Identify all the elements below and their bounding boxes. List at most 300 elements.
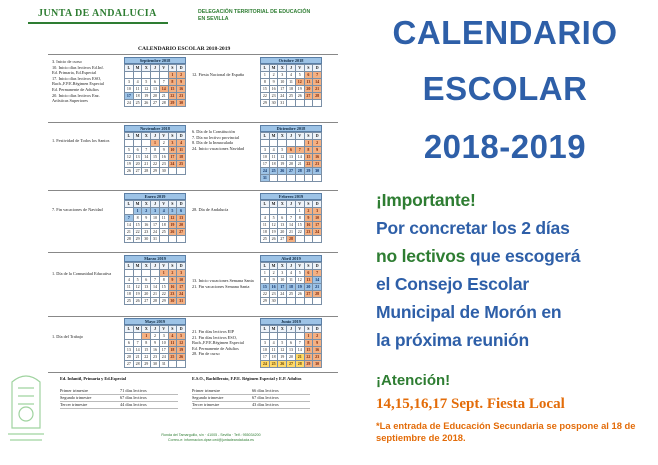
- day-cell: 1: [142, 333, 151, 340]
- day-cell: 30: [177, 100, 186, 107]
- day-cell: 2: [270, 72, 279, 79]
- day-cell: 23: [151, 354, 160, 361]
- stats-row: [60, 402, 178, 409]
- day-cell: 20: [177, 222, 186, 229]
- day-cell: 25: [270, 361, 279, 368]
- day-cell: 2: [142, 208, 151, 215]
- day-cell: 22: [305, 354, 314, 361]
- message-line-3-rest: que escogerá: [465, 246, 581, 266]
- empty-day: [287, 208, 296, 215]
- day-cell: 19: [270, 229, 279, 236]
- weekday-label: L: [261, 133, 270, 140]
- day-cell: 30: [313, 361, 322, 368]
- empty-day: [313, 100, 322, 107]
- empty-day: [160, 236, 169, 243]
- headline-year: 2018-2019: [423, 128, 587, 165]
- day-cell: 1: [169, 72, 178, 79]
- month-calendar: [260, 193, 322, 243]
- day-cell: 1: [296, 208, 305, 215]
- day-cell: 17: [261, 161, 270, 168]
- day-cell: 16: [160, 154, 169, 161]
- day-cell: 13: [177, 215, 186, 222]
- lective-days: 66 días lectivos: [252, 388, 279, 393]
- day-cell: 10: [278, 79, 287, 86]
- empty-day: [305, 175, 314, 182]
- weekday-label: V: [160, 326, 169, 333]
- day-cell: 10: [278, 277, 287, 284]
- weekday-label: V: [160, 263, 169, 270]
- stats-right-table: [192, 388, 310, 409]
- empty-day: [169, 361, 178, 368]
- weekday-label: M: [134, 65, 143, 72]
- empty-day: [177, 236, 186, 243]
- day-cell: 3: [261, 340, 270, 347]
- day-cell: 12: [296, 277, 305, 284]
- empty-day: [296, 333, 305, 340]
- day-cell: 4: [134, 79, 143, 86]
- day-cell: 13: [305, 277, 314, 284]
- day-cell: 9: [177, 79, 186, 86]
- day-cell: 18: [125, 291, 134, 298]
- month-calendar: [260, 57, 322, 107]
- day-cell: 25: [287, 93, 296, 100]
- day-cell: 20: [134, 161, 143, 168]
- day-cell: 7: [296, 340, 305, 347]
- day-cell: 1: [134, 208, 143, 215]
- day-cell: 18: [287, 86, 296, 93]
- day-cell: 29: [261, 298, 270, 305]
- day-cell: 9: [151, 340, 160, 347]
- day-cell: 17: [313, 222, 322, 229]
- day-cell: 30: [151, 361, 160, 368]
- weekday-label: D: [177, 201, 186, 208]
- day-cell: 11: [125, 284, 134, 291]
- day-cell: 14: [296, 347, 305, 354]
- day-cell: 6: [177, 208, 186, 215]
- day-cell: 24: [278, 291, 287, 298]
- weekday-label: S: [305, 201, 314, 208]
- empty-day: [270, 333, 279, 340]
- empty-day: [160, 72, 169, 79]
- month-grid: [124, 200, 186, 243]
- month-grid: [124, 325, 186, 368]
- month-grid: [260, 64, 322, 107]
- attention-heading: ¡Atención!: [376, 372, 451, 389]
- day-cell: 26: [296, 93, 305, 100]
- weekday-label: L: [125, 263, 134, 270]
- day-cell: 2: [160, 140, 169, 147]
- stats-right-title: E.S.O., Bachillerato, F.P.E. Régimen Especial y E.P. Adultos: [192, 376, 302, 381]
- day-cell: 2: [313, 140, 322, 147]
- day-cell: 30: [160, 168, 169, 175]
- day-cell: 3: [169, 140, 178, 147]
- day-cell: 27: [125, 361, 134, 368]
- empty-day: [287, 333, 296, 340]
- empty-day: [151, 72, 160, 79]
- day-cell: 11: [134, 86, 143, 93]
- day-cell: 23: [313, 161, 322, 168]
- day-cell: 4: [160, 208, 169, 215]
- empty-day: [142, 72, 151, 79]
- month-title: Octubre 2018: [260, 57, 322, 64]
- weekday-label: S: [169, 263, 178, 270]
- day-cell: 25: [160, 229, 169, 236]
- weekday-label: V: [160, 133, 169, 140]
- empty-day: [177, 168, 186, 175]
- day-cell: 31: [177, 298, 186, 305]
- day-cell: 3: [261, 147, 270, 154]
- day-cell: 11: [287, 277, 296, 284]
- month-grid: [124, 262, 186, 305]
- weekday-label: J: [151, 326, 160, 333]
- day-cell: 31: [261, 175, 270, 182]
- weekday-label: V: [296, 65, 305, 72]
- day-cell: 15: [134, 222, 143, 229]
- empty-day: [125, 72, 134, 79]
- day-cell: 8: [134, 215, 143, 222]
- day-cell: 17: [169, 154, 178, 161]
- section-divider: [48, 190, 338, 191]
- month-calendar: [124, 193, 186, 243]
- footer-line-2: Correo-e: informacion.dpse.ced@juntadeandalucia.es: [168, 438, 254, 442]
- day-cell: 5: [134, 277, 143, 284]
- weekday-label: M: [270, 65, 279, 72]
- junta-logo-text: JUNTA DE ANDALUCIA: [38, 8, 157, 19]
- day-cell: 21: [151, 291, 160, 298]
- weekday-label: M: [134, 263, 143, 270]
- day-cell: 13: [278, 222, 287, 229]
- weekday-label: M: [270, 201, 279, 208]
- calendar-title: CALENDARIO ESCOLAR 2018-2019: [138, 46, 231, 52]
- empty-day: [296, 140, 305, 147]
- weekday-label: M: [270, 263, 279, 270]
- day-cell: 24: [278, 93, 287, 100]
- day-cell: 27: [177, 229, 186, 236]
- weekday-label: M: [134, 133, 143, 140]
- day-cell: 8: [305, 340, 314, 347]
- day-cell: 28: [151, 298, 160, 305]
- day-cell: 19: [296, 284, 305, 291]
- weekday-label: L: [261, 201, 270, 208]
- weekday-label: D: [313, 263, 322, 270]
- weekday-label: L: [261, 263, 270, 270]
- weekday-label: D: [177, 326, 186, 333]
- weekday-label: D: [177, 263, 186, 270]
- day-cell: 12: [125, 154, 134, 161]
- weekday-label: X: [278, 201, 287, 208]
- day-cell: 25: [177, 161, 186, 168]
- day-cell: 20: [142, 291, 151, 298]
- day-cell: 17: [125, 93, 134, 100]
- day-cell: 6: [125, 340, 134, 347]
- day-cell: 12: [278, 347, 287, 354]
- empty-day: [142, 270, 151, 277]
- day-cell: 7: [287, 215, 296, 222]
- day-cell: 3: [278, 270, 287, 277]
- day-cell: 12: [177, 340, 186, 347]
- lective-days: 67 días lectivos: [252, 395, 279, 400]
- day-cell: 7: [296, 147, 305, 154]
- day-cell: 7: [142, 147, 151, 154]
- day-cell: 14: [313, 79, 322, 86]
- day-cell: 13: [142, 284, 151, 291]
- empty-day: [278, 175, 287, 182]
- weekday-label: D: [313, 326, 322, 333]
- empty-day: [125, 270, 134, 277]
- weekday-label: S: [169, 133, 178, 140]
- notes-june: 21. Fin días lectivos EIP 21. Fin días lectivos ESO, Bach.,F.P.E.Régimen Especial Ed. Permanente de Adultos 28. Fin de curso: [192, 329, 244, 357]
- day-cell: 9: [270, 277, 279, 284]
- day-cell: 25: [169, 354, 178, 361]
- weekday-label: V: [296, 201, 305, 208]
- day-cell: 15: [261, 86, 270, 93]
- weekday-label: S: [169, 326, 178, 333]
- month-title: Enero 2019: [124, 193, 186, 200]
- empty-day: [287, 140, 296, 147]
- section-divider: [48, 252, 338, 253]
- day-cell: 5: [142, 79, 151, 86]
- month-calendar: [124, 255, 186, 305]
- notes-november: 1. Festividad de Todos los Santos: [52, 138, 110, 143]
- day-cell: 9: [313, 340, 322, 347]
- month-calendar: [124, 125, 186, 175]
- day-cell: 7: [134, 340, 143, 347]
- day-cell: 28: [125, 236, 134, 243]
- day-cell: 24: [169, 161, 178, 168]
- day-cell: 2: [169, 270, 178, 277]
- day-cell: 27: [287, 361, 296, 368]
- day-cell: 6: [305, 72, 314, 79]
- day-cell: 28: [313, 93, 322, 100]
- day-cell: 18: [270, 354, 279, 361]
- weekday-label: J: [287, 326, 296, 333]
- weekday-label: M: [134, 326, 143, 333]
- day-cell: 26: [142, 100, 151, 107]
- day-cell: 4: [287, 270, 296, 277]
- empty-day: [313, 298, 322, 305]
- day-cell: 12: [296, 79, 305, 86]
- empty-day: [261, 333, 270, 340]
- day-cell: 14: [313, 277, 322, 284]
- month-calendar: [260, 125, 322, 182]
- day-cell: 14: [142, 154, 151, 161]
- day-cell: 24: [125, 100, 134, 107]
- logo-underline: [28, 22, 168, 24]
- empty-day: [125, 333, 134, 340]
- month-title: Septiembre 2018: [124, 57, 186, 64]
- day-cell: 27: [278, 236, 287, 243]
- weekday-label: V: [160, 65, 169, 72]
- weekday-label: S: [169, 201, 178, 208]
- weekday-label: X: [142, 326, 151, 333]
- day-cell: 19: [142, 93, 151, 100]
- day-cell: 20: [305, 284, 314, 291]
- day-cell: 10: [261, 347, 270, 354]
- day-cell: 3: [278, 72, 287, 79]
- day-cell: 29: [142, 361, 151, 368]
- day-cell: 28: [296, 361, 305, 368]
- weekday-label: D: [177, 133, 186, 140]
- day-cell: 9: [313, 147, 322, 154]
- day-cell: 26: [296, 291, 305, 298]
- empty-day: [287, 175, 296, 182]
- day-cell: 21: [313, 86, 322, 93]
- notes-march: 1. Día de la Comunidad Educativa: [52, 271, 112, 276]
- secondary-note: *La entrada de Educación Secundaria se pospone al 18 de septiembre de 2018.: [376, 420, 636, 443]
- day-cell: 7: [151, 277, 160, 284]
- section-divider: [48, 372, 338, 373]
- term-label: Primer trimestre: [192, 388, 221, 393]
- day-cell: 12: [142, 86, 151, 93]
- day-cell: 10: [125, 86, 134, 93]
- day-cell: 21: [287, 229, 296, 236]
- day-cell: 27: [305, 291, 314, 298]
- message-line-5: Municipal de Morón en: [376, 302, 562, 322]
- day-cell: 17: [261, 354, 270, 361]
- day-cell: 19: [169, 222, 178, 229]
- empty-day: [278, 208, 287, 215]
- day-cell: 17: [278, 284, 287, 291]
- day-cell: 6: [278, 215, 287, 222]
- month-grid: [260, 262, 322, 305]
- day-cell: 16: [151, 347, 160, 354]
- day-cell: 7: [125, 215, 134, 222]
- day-cell: 22: [296, 229, 305, 236]
- day-cell: 27: [142, 298, 151, 305]
- empty-day: [296, 236, 305, 243]
- weekday-label: L: [125, 65, 134, 72]
- weekday-label: X: [278, 263, 287, 270]
- day-cell: 3: [313, 208, 322, 215]
- weekday-label: V: [296, 133, 305, 140]
- month-calendar: [260, 318, 322, 368]
- day-cell: 11: [177, 147, 186, 154]
- day-cell: 12: [270, 222, 279, 229]
- day-cell: 9: [169, 277, 178, 284]
- headline-calendario: CALENDARIO: [392, 14, 618, 51]
- lective-days: 67 días lectivos: [120, 395, 147, 400]
- weekday-label: X: [142, 201, 151, 208]
- day-cell: 23: [169, 291, 178, 298]
- day-cell: 20: [151, 93, 160, 100]
- empty-day: [270, 140, 279, 147]
- day-cell: 24: [261, 361, 270, 368]
- day-cell: 26: [134, 298, 143, 305]
- stats-row: [192, 395, 310, 402]
- footer-address: [146, 433, 276, 443]
- day-cell: 24: [160, 354, 169, 361]
- day-cell: 30: [270, 298, 279, 305]
- day-cell: 26: [278, 361, 287, 368]
- empty-day: [270, 208, 279, 215]
- day-cell: 5: [296, 72, 305, 79]
- day-cell: 16: [305, 222, 314, 229]
- day-cell: 20: [278, 229, 287, 236]
- weekday-label: J: [287, 201, 296, 208]
- day-cell: 27: [305, 93, 314, 100]
- month-title: Marzo 2019: [124, 255, 186, 262]
- day-cell: 18: [287, 284, 296, 291]
- message-line-4: el Consejo Escolar: [376, 274, 529, 294]
- weekday-label: J: [151, 133, 160, 140]
- month-title: Noviembre 2018: [124, 125, 186, 132]
- weekday-label: V: [296, 263, 305, 270]
- day-cell: 5: [169, 208, 178, 215]
- day-cell: 30: [313, 168, 322, 175]
- day-cell: 4: [261, 215, 270, 222]
- day-cell: 20: [125, 354, 134, 361]
- month-grid: [260, 200, 322, 243]
- weekday-label: X: [278, 133, 287, 140]
- day-cell: 5: [278, 340, 287, 347]
- day-cell: 16: [270, 86, 279, 93]
- day-cell: 6: [287, 340, 296, 347]
- day-cell: 11: [287, 79, 296, 86]
- delegation-line-1: DELEGACIÓN TERRITORIAL DE EDUCACIÓN: [198, 9, 311, 15]
- day-cell: 8: [160, 277, 169, 284]
- weekday-label: V: [160, 201, 169, 208]
- day-cell: 18: [270, 161, 279, 168]
- day-cell: 14: [134, 347, 143, 354]
- no-lectivos-text: no lectivos: [376, 246, 466, 266]
- day-cell: 22: [169, 93, 178, 100]
- day-cell: 18: [169, 347, 178, 354]
- day-cell: 26: [278, 168, 287, 175]
- weekday-label: S: [305, 65, 314, 72]
- day-cell: 24: [151, 229, 160, 236]
- term-label: Tercer trimestre: [60, 402, 88, 407]
- day-cell: 16: [313, 347, 322, 354]
- day-cell: 27: [287, 168, 296, 175]
- day-cell: 2: [305, 208, 314, 215]
- day-cell: 29: [134, 236, 143, 243]
- day-cell: 15: [160, 284, 169, 291]
- empty-day: [134, 333, 143, 340]
- day-cell: 18: [177, 154, 186, 161]
- day-cell: 1: [261, 270, 270, 277]
- day-cell: 14: [287, 222, 296, 229]
- empty-day: [278, 333, 287, 340]
- day-cell: 9: [142, 215, 151, 222]
- day-cell: 10: [169, 147, 178, 154]
- empty-day: [287, 100, 296, 107]
- notes-february: 28. Día de Andalucía: [192, 207, 229, 212]
- day-cell: 4: [125, 277, 134, 284]
- month-calendar: [124, 318, 186, 368]
- message-line-6: la próxima reunión: [376, 330, 529, 350]
- empty-day: [287, 298, 296, 305]
- notes-october: 12. Fiesta Nacional de España: [192, 72, 244, 77]
- day-cell: 1: [261, 72, 270, 79]
- weekday-label: J: [151, 201, 160, 208]
- day-cell: 14: [160, 86, 169, 93]
- weekday-label: D: [313, 201, 322, 208]
- day-cell: 21: [296, 354, 305, 361]
- weekday-label: D: [313, 133, 322, 140]
- day-cell: 16: [177, 86, 186, 93]
- day-cell: 27: [151, 100, 160, 107]
- day-cell: 28: [142, 168, 151, 175]
- empty-day: [125, 140, 134, 147]
- month-title: Febrero 2019: [260, 193, 322, 200]
- day-cell: 5: [278, 147, 287, 154]
- weekday-label: L: [261, 65, 270, 72]
- empty-day: [278, 298, 287, 305]
- day-cell: 7: [160, 79, 169, 86]
- day-cell: 20: [287, 354, 296, 361]
- lective-days: 71 días lectivos: [120, 388, 147, 393]
- day-cell: 29: [261, 100, 270, 107]
